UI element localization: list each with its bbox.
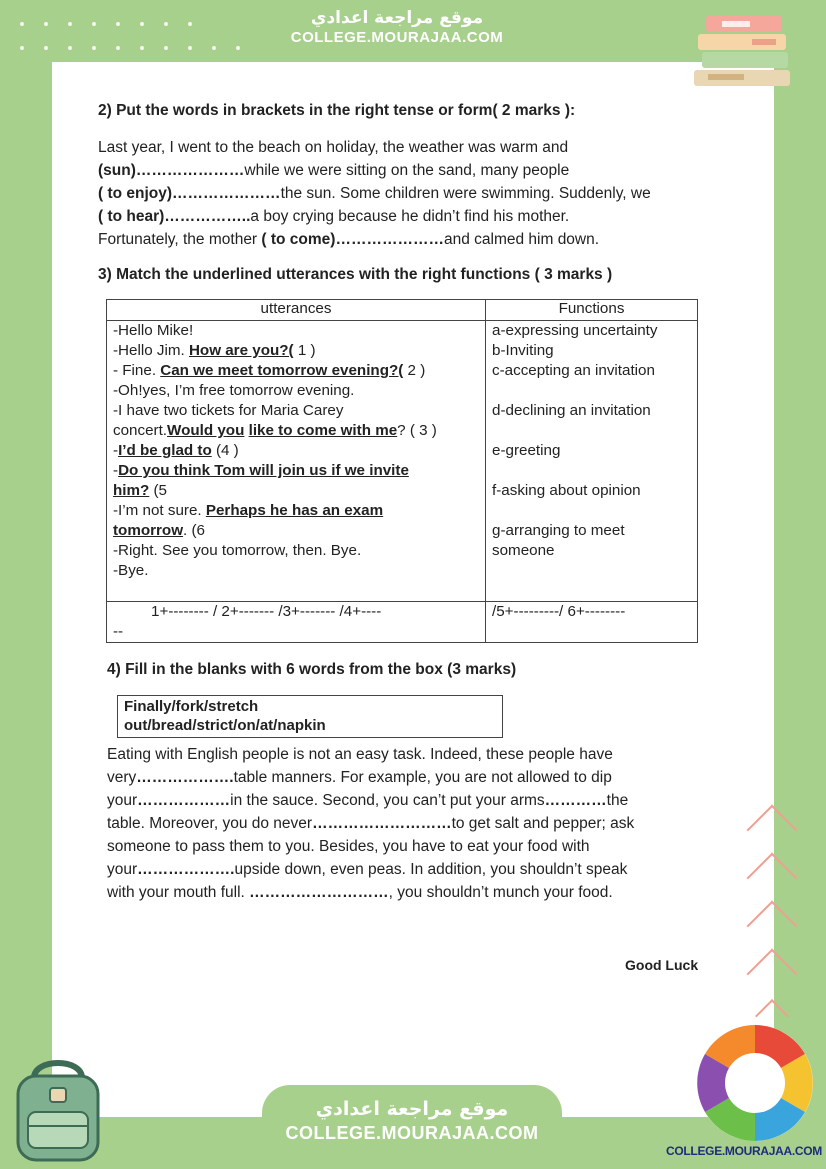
utterance xyxy=(113,441,479,461)
q4-paragraph xyxy=(107,743,698,904)
word-box-line: Finally/fork/stretch xyxy=(124,698,259,715)
function-item: d-declining an invitation xyxy=(492,402,651,419)
q2-blank-hear[interactable]: ( to hear)…………….. xyxy=(98,208,251,225)
word-box xyxy=(117,695,503,738)
q2-blank-enjoy[interactable]: ( to enjoy)………………… xyxy=(98,185,281,202)
q4-blank-5[interactable]: ………………. xyxy=(137,861,235,878)
utterance xyxy=(113,501,479,521)
underlined-utterance-5b: him? xyxy=(113,482,150,499)
q2-text: and calmed him down. xyxy=(443,231,600,248)
function-item: e-greeting xyxy=(492,442,561,459)
footer-url[interactable]: COLLEGE.MOURAJAA.COM xyxy=(285,1123,539,1143)
matching-table xyxy=(106,299,698,643)
q2-line: Last year, I went to the beach on holiday, the weather was warm and xyxy=(98,139,569,156)
q2-line xyxy=(98,228,698,251)
utterance-text: concert. xyxy=(113,422,168,439)
utterance: -Hello Mike! xyxy=(113,322,194,339)
q4-text: upside down, even peas. In addition, you shouldn’t speak xyxy=(234,861,628,878)
answer-cell-right xyxy=(486,602,698,643)
q4-line xyxy=(107,766,698,789)
col-header-functions: Functions xyxy=(486,300,698,321)
q2-line xyxy=(98,205,698,228)
q4-text: your xyxy=(107,861,138,878)
utterance: -I have two tickets for Maria Carey xyxy=(113,402,344,419)
backpack-icon xyxy=(4,1052,116,1164)
q2-text: the sun. Some children were swimming. Suddenly, we xyxy=(280,185,651,202)
q4-line xyxy=(107,789,698,812)
header-url[interactable]: COLLEGE.MOURAJAA.COM xyxy=(290,29,504,46)
utterance xyxy=(113,481,479,501)
q2-text: a boy crying because he didn’t find his mother. xyxy=(250,208,570,225)
q4-line xyxy=(107,812,698,835)
underlined-utterance-3b: like to come with me xyxy=(248,422,398,439)
header-banner xyxy=(262,0,532,58)
functions-cell xyxy=(486,321,698,602)
word-box-line: out/bread/strict/on/at/napkin xyxy=(124,717,326,734)
q4-blank-4[interactable]: ……………………… xyxy=(312,815,452,832)
q4-line: someone to pass them to you. Besides, you have to eat your food with xyxy=(107,838,590,855)
header-arabic-title: موقع مراجعة اعدادي xyxy=(310,8,484,28)
q2-text: while we were sitting on the sand, many people xyxy=(244,162,570,179)
utterance-text: 2 ) xyxy=(403,362,426,379)
underlined-utterance-6b: tomorrow xyxy=(113,522,184,539)
q4-title: 4) Fill in the blanks with 6 words from the box (3 marks) xyxy=(107,661,517,678)
underlined-utterance-3a: Would you xyxy=(167,422,245,439)
q4-text: in the sauce. Second, you can’t put your arms xyxy=(230,792,545,809)
underlined-utterance-6: Perhaps he has an exam xyxy=(205,502,384,519)
q4-text: your xyxy=(107,792,138,809)
utterance-text: (4 ) xyxy=(211,442,239,459)
q2-text: Fortunately, the mother xyxy=(98,231,262,248)
answer-cell-left xyxy=(107,602,486,643)
function-item: someone xyxy=(492,542,555,559)
utterance-text: -Hello Jim. xyxy=(113,342,189,359)
utterance-text: ? ( 3 ) xyxy=(397,422,437,439)
logo-wheel-icon xyxy=(694,1022,816,1144)
underlined-utterance-5: Do you think Tom will join us if we invite xyxy=(118,462,409,479)
q4-text: very xyxy=(107,769,137,786)
q4-text: table manners. For example, you are not allowed to dip xyxy=(233,769,612,786)
function-item: c-accepting an invitation xyxy=(492,362,655,379)
utterance xyxy=(113,461,479,481)
q4-text: , you shouldn’t munch your food. xyxy=(388,884,613,901)
function-item: a-expressing uncertainty xyxy=(492,322,658,339)
q4-text: to get salt and pepper; ask xyxy=(451,815,635,832)
answer-slots-cont: -- xyxy=(113,623,124,640)
q2-title: 2) Put the words in brackets in the right tense or form( 2 marks ): xyxy=(98,102,576,119)
q4-line xyxy=(107,858,698,881)
utterance-text: -I’m not sure. xyxy=(113,502,206,519)
footer-banner xyxy=(262,1085,562,1169)
q2-paragraph xyxy=(98,136,698,251)
utterance: -Oh!yes, I’m free tomorrow evening. xyxy=(113,382,355,399)
utterance-text: - xyxy=(113,442,119,459)
underlined-utterance-1: How are you?( xyxy=(188,342,294,359)
q4-text: with your mouth full. xyxy=(107,884,250,901)
q4-line: Eating with English people is not an easy task. Indeed, these people have xyxy=(107,746,613,763)
footer-brand-url[interactable]: COLLEGE.MOURAJAA.COM xyxy=(666,1144,823,1158)
utterance xyxy=(113,521,479,541)
function-item: f-asking about opinion xyxy=(492,482,641,499)
utterance-text: . (6 xyxy=(183,522,205,539)
function-item: b-Inviting xyxy=(492,342,554,359)
q4-text: the xyxy=(606,792,629,809)
col-header-utterances: utterances xyxy=(107,300,486,321)
utterance xyxy=(113,341,479,361)
q4-blank-2[interactable]: ……………… xyxy=(137,792,231,809)
closing-text: Good Luck xyxy=(625,957,699,973)
underlined-utterance-4: I’d be glad to xyxy=(118,442,212,459)
utterance xyxy=(113,421,479,441)
q4-line xyxy=(107,881,698,904)
q2-line xyxy=(98,159,698,182)
q4-blank-6[interactable]: ……………………… xyxy=(249,884,389,901)
q3-title: 3) Match the underlined utterances with the right functions ( 3 marks ) xyxy=(98,266,613,283)
answer-slots[interactable]: 1+-------- / 2+------- /3+------- /4+---- xyxy=(151,603,382,620)
utterance xyxy=(113,361,479,381)
answer-slots[interactable]: /5+---------/ 6+-------- xyxy=(492,603,626,620)
books-icon xyxy=(692,12,798,90)
utterance: -Right. See you tomorrow, then. Bye. xyxy=(113,542,362,559)
q2-blank-come[interactable]: ( to come)………………… xyxy=(261,231,444,248)
footer-arabic-title: موقع مراجعة اعدادي xyxy=(315,1098,509,1120)
utterances-cell xyxy=(107,321,486,602)
utterance-text: 1 ) xyxy=(293,342,316,359)
utterance-text: (5 xyxy=(149,482,168,499)
q2-blank-sun[interactable]: (sun)………………… xyxy=(98,162,245,179)
function-item: g-arranging to meet xyxy=(492,522,625,539)
utterance: -Bye. xyxy=(113,562,149,579)
utterance-text: - Fine. xyxy=(113,362,161,379)
q4-blank-1[interactable]: ………………. xyxy=(136,769,234,786)
q4-text: table. Moreover, you do never xyxy=(107,815,313,832)
q2-line xyxy=(98,182,698,205)
utterance-text: - xyxy=(113,462,119,479)
underlined-utterance-2: Can we meet tomorrow evening?( xyxy=(160,362,404,379)
q4-blank-3[interactable]: ………… xyxy=(544,792,607,809)
